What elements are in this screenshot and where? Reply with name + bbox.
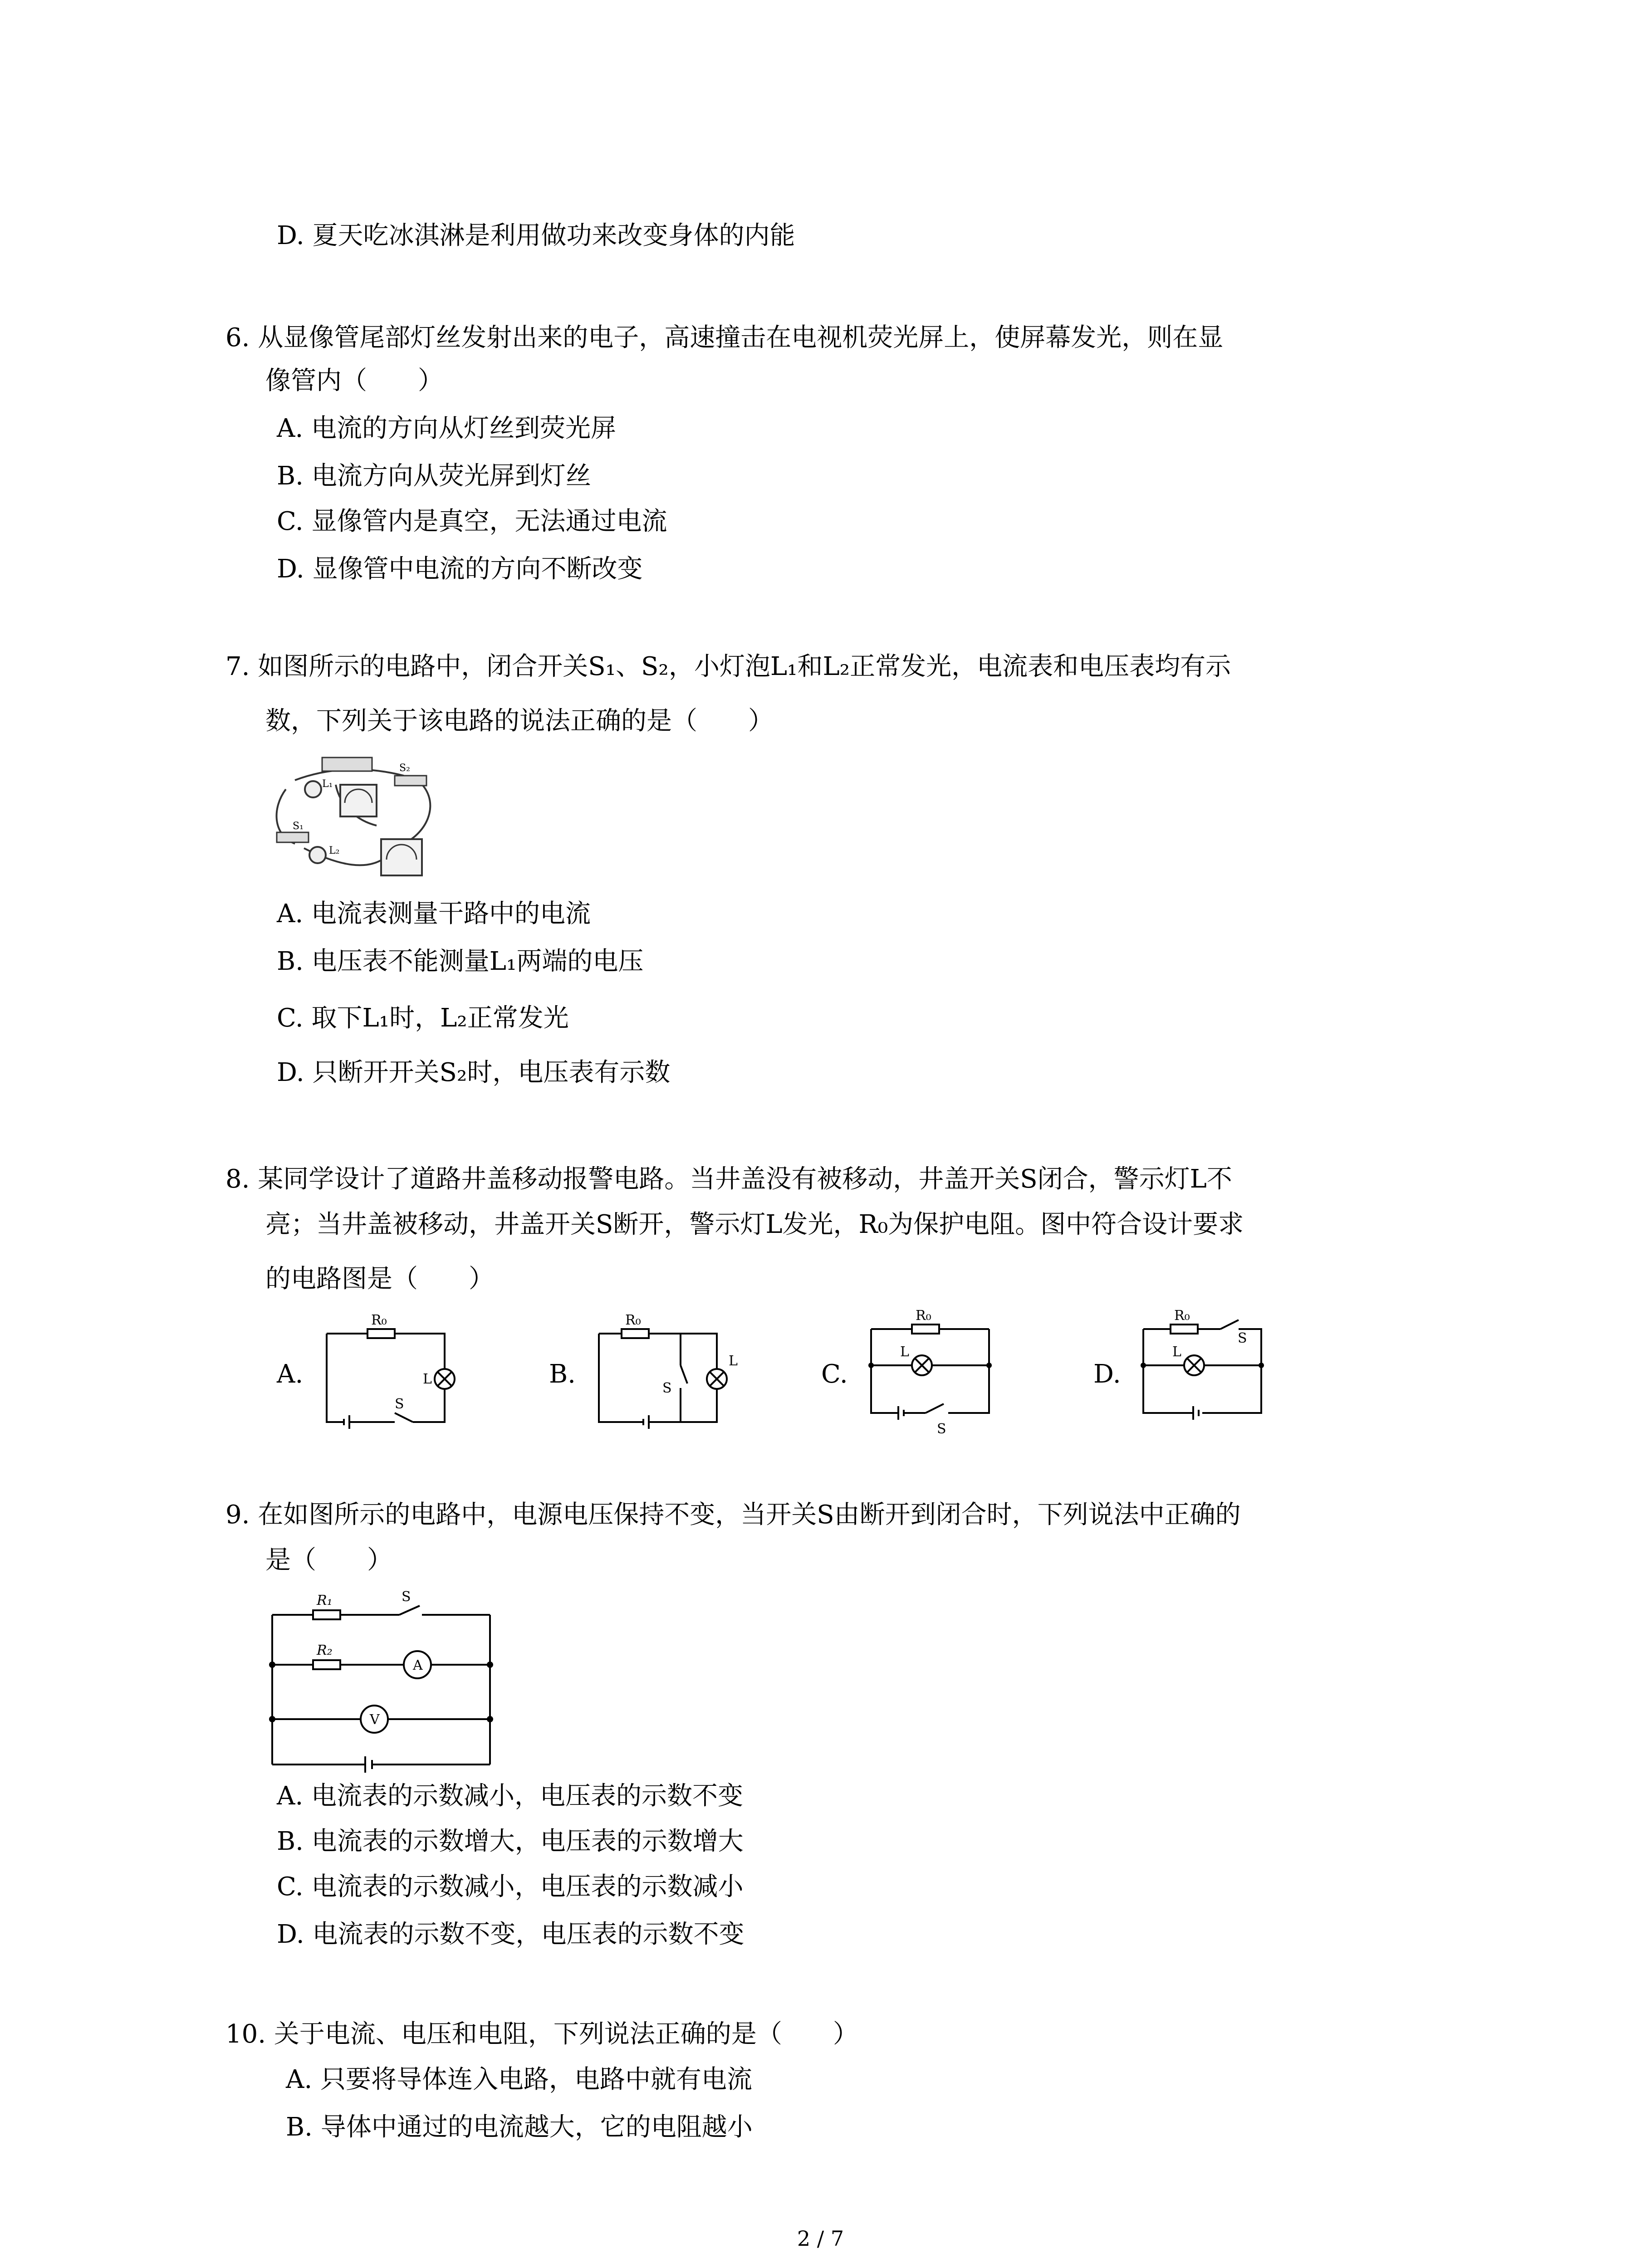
q8-stem-line1: 8. 某同学设计了道路井盖移动报警电路。当井盖没有被移动，井盖开关S闭合，警示灯L不 [225, 1164, 1232, 1194]
q8-option-b-label: B. [549, 1359, 576, 1389]
q8-option-a-label: A. [277, 1359, 304, 1389]
q8-circuit-b [590, 1311, 740, 1438]
q7-option-b: B. 电压表不能测量L₁两端的电压 [277, 947, 644, 976]
q9-label-s: S [402, 1589, 411, 1605]
q7-option-a: A. 电流表测量干路中的电流 [277, 899, 591, 929]
q9-label-r1: R₁ [317, 1593, 333, 1608]
q9-ammeter-symbol: A [413, 1657, 423, 1673]
q8-circuit-d [1134, 1297, 1284, 1429]
q7-label-s1: S₁ [293, 821, 304, 832]
q8d-label-r0: R₀ [1174, 1308, 1190, 1324]
q8b-label-s: S [662, 1380, 672, 1396]
q9-stem-line2: 是（ ） [265, 1545, 392, 1575]
q8c-label-s: S [937, 1421, 946, 1437]
q8a-label-l: L [423, 1371, 432, 1387]
page-number: 2 / 7 [797, 2226, 844, 2251]
q9-label-r2: R₂ [317, 1642, 333, 1658]
q7-stem-line1: 7. 如图所示的电路中，闭合开关S₁、S₂，小灯泡L₁和L₂正常发光，电流表和电压表均有示 [225, 652, 1231, 681]
q8b-label-r0: R₀ [625, 1312, 641, 1328]
q7-label-s2: S₂ [399, 763, 410, 774]
q8a-label-s: S [395, 1396, 404, 1412]
q8c-label-r0: R₀ [916, 1308, 931, 1324]
q10-option-b: B. 导体中通过的电流越大，它的电阻越小 [286, 2112, 753, 2142]
q8-stem-line2: 亮；当井盖被移动，井盖开关S断开，警示灯L发光，R₀为保护电阻。图中符合设计要求 [265, 1210, 1244, 1239]
q9-option-d: D. 电流表的示数不变，电压表的示数不变 [277, 1920, 745, 1949]
q8-circuit-a [318, 1311, 467, 1438]
q6-option-d: D. 显像管中电流的方向不断改变 [277, 554, 643, 584]
q9-option-b: B. 电流表的示数增大，电压表的示数增大 [277, 1827, 744, 1856]
q5-option-d: D. 夏天吃冰淇淋是利用做功来改变身体的内能 [277, 221, 795, 250]
q8-option-c-label: C. [821, 1359, 848, 1389]
q6-option-b: B. 电流方向从荧光屏到灯丝 [277, 461, 591, 491]
q9-circuit-figure [263, 1588, 499, 1778]
q10-stem: 10. 关于电流、电压和电阻，下列说法正确的是（ ） [225, 2019, 858, 2049]
q10-option-a: A. 只要将导体连入电路，电路中就有电流 [286, 2065, 753, 2094]
q8-stem-line3: 的电路图是（ ） [265, 1264, 494, 1294]
q8c-label-l: L [900, 1344, 909, 1360]
q8-circuit-c [862, 1297, 1012, 1438]
q8a-label-r0: R₀ [371, 1312, 387, 1328]
q7-label-l2: L₂ [329, 845, 340, 856]
q9-option-c: C. 电流表的示数减小，电压表的示数减小 [277, 1872, 744, 1901]
q8d-label-l: L [1172, 1344, 1181, 1360]
q7-physical-circuit-figure [268, 753, 458, 889]
q8b-label-l: L [729, 1353, 738, 1369]
q6-stem-line1: 6. 从显像管尾部灯丝发射出来的电子，高速撞击在电视机荧光屏上，使屏幕发光，则在显 [225, 323, 1224, 352]
q7-label-l1: L₁ [322, 778, 333, 790]
q9-voltmeter-symbol: V [370, 1712, 380, 1728]
q9-stem-line1: 9. 在如图所示的电路中，电源电压保持不变，当开关S由断开到闭合时，下列说法中正确的 [225, 1500, 1241, 1530]
q6-stem-line2: 像管内（ ） [265, 366, 443, 396]
q7-option-d: D. 只断开开关S₂时，电压表有示数 [277, 1058, 671, 1087]
q7-option-c: C. 取下L₁时，L₂正常发光 [277, 1003, 569, 1033]
q8d-label-s: S [1238, 1330, 1247, 1346]
q8-option-d-label: D. [1093, 1359, 1121, 1389]
q6-option-a: A. 电流的方向从灯丝到荧光屏 [277, 414, 617, 443]
q9-option-a: A. 电流表的示数减小，电压表的示数不变 [277, 1781, 744, 1811]
q7-stem-line2: 数，下列关于该电路的说法正确的是（ ） [265, 706, 774, 736]
q6-option-c: C. 显像管内是真空，无法通过电流 [277, 507, 667, 536]
